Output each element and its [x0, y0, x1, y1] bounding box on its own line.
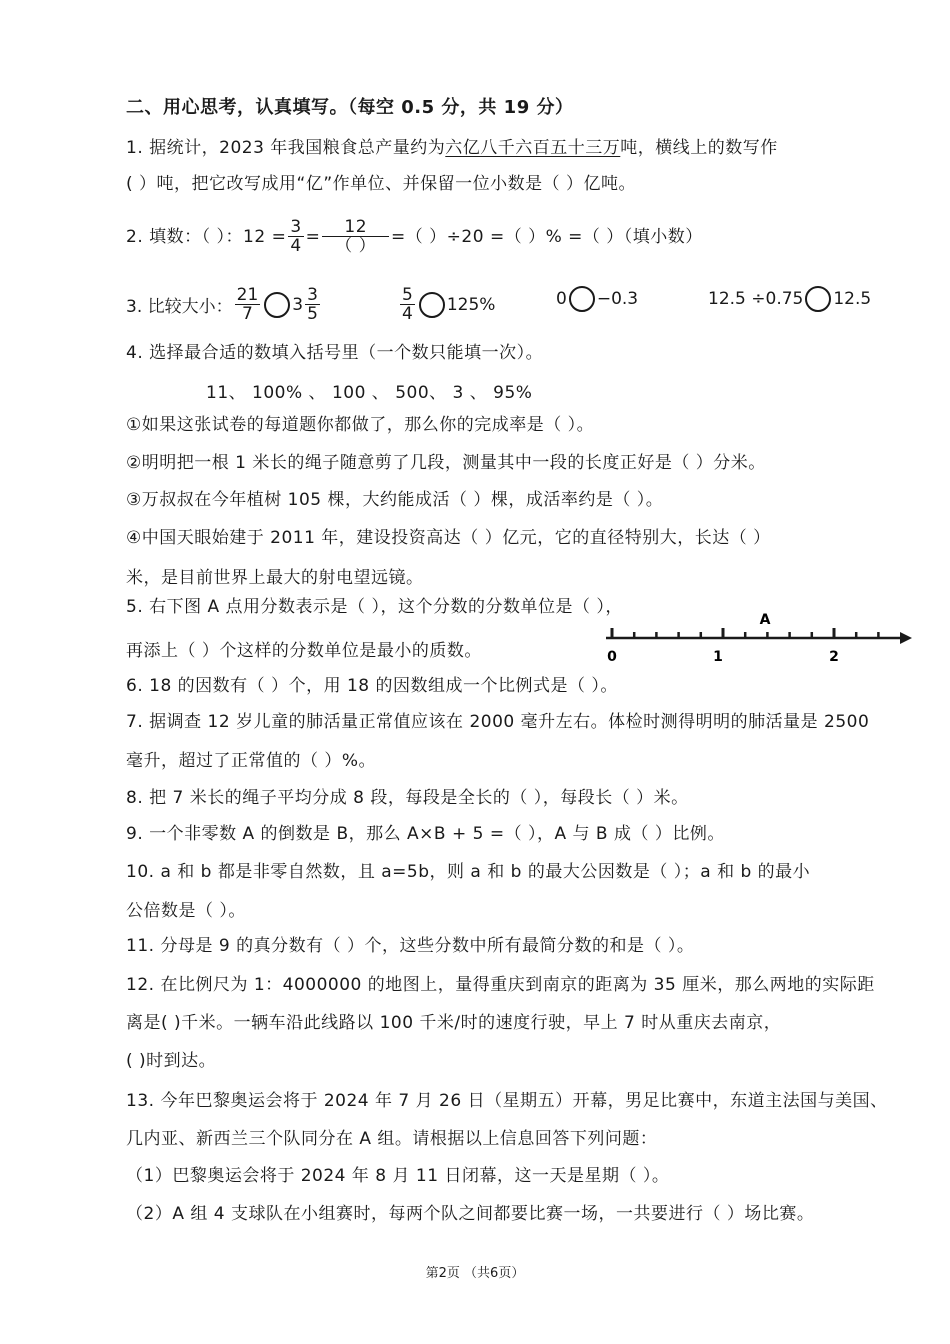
question-10-line-1: 10. a 和 b 都是非零自然数，且 a=5b，则 a 和 b 的最大公因数是（ ）；a 和 b 的最小	[126, 862, 811, 882]
q3-b-numerator: 3	[307, 285, 318, 305]
q2-f2-numerator: 12	[322, 218, 389, 237]
q3-compare-circle-3[interactable]	[569, 286, 595, 312]
question-1-line-1	[126, 137, 778, 159]
q2-suffix: =（ ）÷20 =（ ）% =（ ）（填小数）	[391, 226, 703, 247]
question-12-line-1: 12. 在比例尺为 1：4000000 的地图上，量得重庆到南京的距离为 35 厘米，那么两地的实际距	[126, 975, 875, 995]
question-5-line-1: 5. 右下图 A 点用分数表示是（ ），这个分数的分数单位是（ ），	[126, 597, 623, 617]
question-10-line-2: 公倍数是（ ）。	[126, 901, 246, 921]
question-6: 6. 18 的因数有（ ）个，用 18 的因数组成一个比例式是（ ）。	[126, 676, 618, 696]
q3-e-left: 12.5 ÷0.75	[708, 289, 804, 309]
q3-e-right: 12.5	[833, 289, 872, 309]
question-2	[126, 218, 703, 255]
q2-f2-denominator: （ ）	[335, 236, 377, 256]
q3-a-denominator: 7	[242, 304, 253, 324]
q4-sub-2: ②明明把一根 1 米长的绳子随意剪了几段，测量其中一段的长度正好是（ ）分米。	[126, 453, 766, 473]
q2-equals: =	[305, 226, 321, 247]
q2-fraction-3-4	[288, 218, 303, 255]
question-1-line-2: ( ）吨，把它改写成用“亿”作单位、并保留一位小数是（ ）亿吨。	[126, 174, 637, 194]
question-11: 11. 分母是 9 的真分数有（ ）个，这些分数中所有最简分数的和是（ ）。	[126, 936, 695, 956]
q3-b-whole: 3	[292, 294, 304, 315]
question-13-line-2: 几内亚、新西兰三个队同分在 A 组。请根据以上信息回答下列问题：	[126, 1129, 658, 1149]
question-13-sub-1: （1）巴黎奥运会将于 2024 年 8 月 11 日闭幕，这一天是星期（ ）。	[126, 1166, 670, 1186]
q2-f1-numerator: 3	[290, 217, 302, 237]
q3-item-3	[556, 286, 638, 312]
q1-text-b: 吨，横线上的数写作	[620, 138, 778, 158]
question-9: 9. 一个非零数 A 的倒数是 B，那么 A×B + 5 =（ ），A 与 B 成（ ）比例。	[126, 824, 725, 844]
q3-a-numerator: 21	[236, 285, 259, 305]
q3-label: 3. 比较大小：	[126, 297, 233, 317]
number-line-ticks	[612, 628, 878, 638]
number-line	[600, 608, 920, 668]
q3-item-4	[708, 286, 871, 312]
number-line-label-1: 1	[713, 649, 723, 665]
q3-c-right: 125%	[446, 294, 496, 315]
q2-prefix: 2. 填数：（ ）：12 =	[126, 226, 287, 247]
question-12-line-2: 离是( )千米。一辆车沿此线路以 100 千米/时的速度行驶，早上 7 时从重庆去南京，	[126, 1013, 782, 1033]
q3-c-denominator: 4	[402, 304, 413, 324]
q3-b-denominator: 5	[307, 304, 318, 324]
q1-underlined-number: 六亿八千六百五十三万	[445, 138, 621, 158]
question-13-sub-2: （2）A 组 4 支球队在小组赛时，每两个队之间都要比赛一场，一共要进行（ ）场比赛。	[126, 1204, 815, 1224]
q3-c-numerator: 5	[402, 285, 413, 305]
q2-f1-denominator: 4	[290, 236, 302, 256]
q3-item-2	[398, 286, 495, 323]
q4-sub-1: ①如果这张试卷的每道题你都做了，那么你的完成率是（ ）。	[126, 415, 595, 435]
q3-fraction-21-7	[235, 286, 261, 323]
question-4-title: 4. 选择最合适的数填入括号里（一个数只能填一次）。	[126, 343, 544, 363]
q1-text-a: 1. 据统计，2023 年我国粮食总产量约为	[126, 138, 446, 158]
q4-sub-4-line-1: ④中国天眼始建于 2011 年，建设投资高达（ ）亿元，它的直径特别大，长达（ ）	[126, 528, 771, 548]
q4-sub-3: ③万叔叔在今年植树 105 棵，大约能成活（ ）棵，成活率约是（ ）。	[126, 490, 664, 510]
q3-compare-circle-2[interactable]	[419, 292, 445, 318]
q3-d-left: 0	[556, 289, 567, 309]
question-7-line-1: 7. 据调查 12 岁儿童的肺活量正常值应该在 2000 毫升左右。体检时测得明明的肺活量是 2500	[126, 712, 870, 732]
q3-fraction-3-5	[305, 286, 320, 323]
q3-fraction-5-4	[400, 286, 415, 323]
q4-sub-4-line-2: 米，是目前世界上最大的射电望远镜。	[126, 568, 424, 588]
question-13-line-1: 13. 今年巴黎奥运会将于 2024 年 7 月 26 日（星期五）开幕，男足比赛中，东道主法国与美国、	[126, 1091, 888, 1111]
q3-mixed-number	[292, 286, 322, 323]
number-line-arrow	[900, 632, 912, 644]
question-12-line-3: ( )时到达。	[126, 1051, 217, 1071]
q3-compare-circle-1[interactable]	[264, 292, 290, 318]
number-line-label-2: 2	[829, 649, 839, 665]
question-5-line-2: 再添上（ ）个这样的分数单位是最小的质数。	[126, 641, 482, 661]
q3-item-1	[126, 286, 322, 323]
q4-options: 11、 100% 、 100 、 500、 3 、 95%	[206, 383, 533, 403]
number-line-label-0: 0	[607, 649, 617, 665]
number-line-point-a-label: A	[759, 612, 771, 628]
q2-fraction-12-blank	[322, 218, 389, 255]
q3-d-right: −0.3	[596, 289, 639, 309]
question-8: 8. 把 7 米长的绳子平均分成 8 段，每段是全长的（ ），每段长（ ）米。	[126, 788, 689, 808]
question-7-line-2: 毫升，超过了正常值的（ ）%。	[126, 751, 377, 771]
section-title: 二、用心思考，认真填写。（每空 0.5 分，共 19 分）	[126, 97, 574, 118]
page-footer: 第2页 （共6页）	[425, 1266, 525, 1281]
q3-compare-circle-4[interactable]	[805, 286, 831, 312]
